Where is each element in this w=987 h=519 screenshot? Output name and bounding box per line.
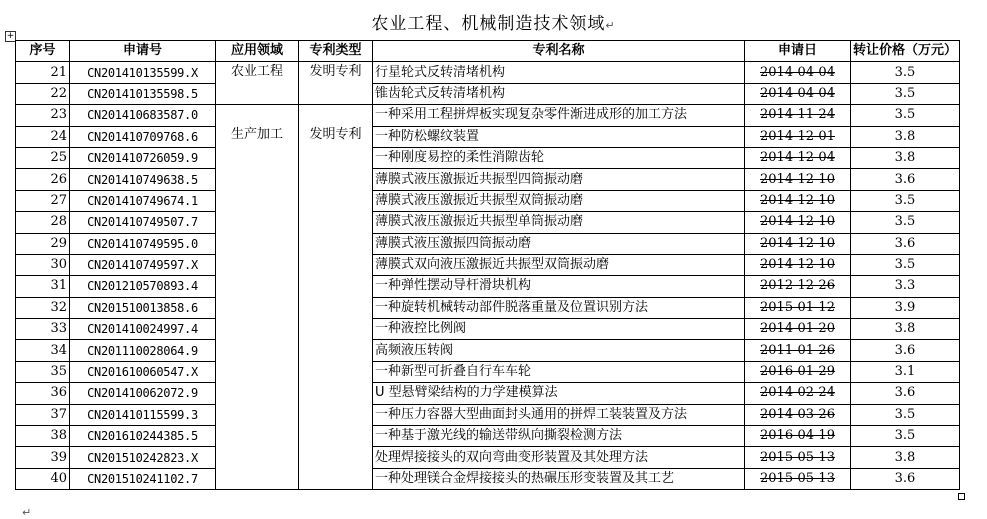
application-number: CN201510242823.X xyxy=(70,447,216,468)
application-date: 2014-12-01 xyxy=(745,126,851,147)
application-date: 2014-03-26 xyxy=(745,404,851,425)
transfer-price: 3.6 xyxy=(851,340,960,361)
header-app-no: 申请号 xyxy=(70,41,216,62)
application-date: 2015-05-13 xyxy=(745,468,851,489)
application-date: 2014-12-10 xyxy=(745,169,851,190)
row-number: 27 xyxy=(16,190,70,211)
row-number: 40 xyxy=(16,468,70,489)
patent-name: 薄膜式液压激振四筒振动磨 xyxy=(373,233,745,254)
table-move-handle-icon[interactable]: + xyxy=(6,31,15,41)
application-number: CN201410749507.7 xyxy=(70,212,216,233)
table-row xyxy=(16,105,960,126)
application-date: 2012-12-26 xyxy=(745,276,851,297)
transfer-price: 3.5 xyxy=(851,83,960,104)
application-number: CN201410024997.4 xyxy=(70,319,216,340)
table-row xyxy=(16,383,960,404)
table-row xyxy=(16,62,960,83)
application-number: CN201410726059.9 xyxy=(70,147,216,168)
row-number: 36 xyxy=(16,383,70,404)
table-row xyxy=(16,147,960,168)
patent-name: 锥齿轮式反转清堵机构 xyxy=(373,83,745,104)
header-field: 应用领域 xyxy=(216,41,299,62)
table-row xyxy=(16,447,960,468)
application-number: CN201610244385.5 xyxy=(70,426,216,447)
application-number: CN201410683587.0 xyxy=(70,105,216,126)
row-number: 28 xyxy=(16,212,70,233)
table-row xyxy=(16,361,960,382)
table-row xyxy=(16,319,960,340)
application-date: 2014-01-20 xyxy=(745,319,851,340)
transfer-price: 3.8 xyxy=(851,447,960,468)
application-number: CN201410062072.9 xyxy=(70,383,216,404)
transfer-price: 3.8 xyxy=(851,319,960,340)
row-number: 32 xyxy=(16,297,70,318)
row-number: 33 xyxy=(16,319,70,340)
application-field: 生产加工 xyxy=(216,105,299,490)
application-number: CN201110028064.9 xyxy=(70,340,216,361)
header-name: 专利名称 xyxy=(373,41,745,62)
application-number: CN201410749674.1 xyxy=(70,190,216,211)
patent-type: 发明专利 xyxy=(299,105,373,490)
patent-name: 一种弹性摆动导杆滑块机构 xyxy=(373,276,745,297)
table-row xyxy=(16,276,960,297)
transfer-price: 3.8 xyxy=(851,147,960,168)
application-number: CN201510241102.7 xyxy=(70,468,216,489)
table-body xyxy=(16,62,960,490)
transfer-price: 3.6 xyxy=(851,233,960,254)
table-row xyxy=(16,340,960,361)
patent-name: 一种采用工程拼焊板实现复杂零件渐进成形的加工方法 xyxy=(373,105,745,126)
transfer-price: 3.8 xyxy=(851,126,960,147)
application-number: CN201410749638.5 xyxy=(70,169,216,190)
row-number: 30 xyxy=(16,254,70,275)
application-number: CN201410749595.0 xyxy=(70,233,216,254)
row-number: 22 xyxy=(16,83,70,104)
header-no: 序号 xyxy=(16,41,70,62)
row-number: 31 xyxy=(16,276,70,297)
patent-table xyxy=(15,40,960,490)
table-row xyxy=(16,468,960,489)
application-number: CN201510013858.6 xyxy=(70,297,216,318)
patent-type: 发明专利 xyxy=(299,62,373,105)
application-number: CN201410115599.3 xyxy=(70,404,216,425)
application-date: 2014-12-10 xyxy=(745,233,851,254)
paragraph-mark: ↵ xyxy=(605,19,616,32)
row-number: 21 xyxy=(16,62,70,83)
transfer-price: 3.6 xyxy=(851,169,960,190)
patent-name: 薄膜式双向液压激振近共振型双筒振动磨 xyxy=(373,254,745,275)
table-header-row xyxy=(16,41,960,62)
transfer-price: 3.5 xyxy=(851,62,960,83)
transfer-price: 3.5 xyxy=(851,212,960,233)
application-date: 2014-11-24 xyxy=(745,105,851,126)
row-number: 35 xyxy=(16,361,70,382)
transfer-price: 3.5 xyxy=(851,254,960,275)
application-date: 2015-05-13 xyxy=(745,447,851,468)
application-number: CN201410749597.X xyxy=(70,254,216,275)
patent-name: 薄膜式液压激振近共振型单筒振动磨 xyxy=(373,212,745,233)
row-number: 39 xyxy=(16,447,70,468)
row-number: 25 xyxy=(16,147,70,168)
header-type: 专利类型 xyxy=(299,41,373,62)
application-date: 2014-02-24 xyxy=(745,383,851,404)
patent-name: 处理焊接接头的双向弯曲变形装置及其处理方法 xyxy=(373,447,745,468)
patent-name: U 型悬臂梁结构的力学建模算法 xyxy=(373,383,745,404)
patent-name: 一种旋转机械转动部件脱落重量及位置识别方法 xyxy=(373,297,745,318)
patent-name: 一种基于激光线的输送带纵向撕裂检测方法 xyxy=(373,426,745,447)
table-row xyxy=(16,126,960,147)
application-number: CN201610060547.X xyxy=(70,361,216,382)
row-number: 38 xyxy=(16,426,70,447)
transfer-price: 3.5 xyxy=(851,404,960,425)
table-resize-handle-icon[interactable] xyxy=(958,493,965,500)
application-date: 2014-04-04 xyxy=(745,83,851,104)
patent-name: 一种防松螺纹装置 xyxy=(373,126,745,147)
document-title xyxy=(0,9,987,34)
patent-name: 一种液控比例阀 xyxy=(373,319,745,340)
table-row xyxy=(16,404,960,425)
header-price: 转让价格（万元） xyxy=(851,41,960,62)
paragraph-mark: ↵ xyxy=(22,506,32,519)
patent-name: 一种处理镁合金焊接接头的热碾压形变装置及其工艺 xyxy=(373,468,745,489)
transfer-price: 3.6 xyxy=(851,468,960,489)
table-row xyxy=(16,83,960,104)
application-date: 2015-01-12 xyxy=(745,297,851,318)
row-number: 29 xyxy=(16,233,70,254)
row-number: 34 xyxy=(16,340,70,361)
row-number: 24 xyxy=(16,126,70,147)
table-row xyxy=(16,254,960,275)
patent-name: 一种新型可折叠自行车车轮 xyxy=(373,361,745,382)
patent-name: 一种刚度易控的柔性消隙齿轮 xyxy=(373,147,745,168)
transfer-price: 3.1 xyxy=(851,361,960,382)
application-date: 2016-01-29 xyxy=(745,361,851,382)
application-field: 农业工程 xyxy=(216,62,299,105)
row-number: 26 xyxy=(16,169,70,190)
transfer-price: 3.9 xyxy=(851,297,960,318)
table-row xyxy=(16,212,960,233)
patent-name: 一种压力容器大型曲面封头通用的拼焊工装装置及方法 xyxy=(373,404,745,425)
row-number: 37 xyxy=(16,404,70,425)
title-text: 农业工程、机械制造技术领域 xyxy=(371,14,606,34)
application-date: 2011-01-26 xyxy=(745,340,851,361)
row-number: 23 xyxy=(16,105,70,126)
application-date: 2014-12-04 xyxy=(745,147,851,168)
table-row xyxy=(16,169,960,190)
table-row xyxy=(16,297,960,318)
application-number: CN201410135599.X xyxy=(70,62,216,83)
patent-name: 高频液压转阀 xyxy=(373,340,745,361)
patent-name: 薄膜式液压激振近共振型双筒振动磨 xyxy=(373,190,745,211)
application-date: 2014-12-10 xyxy=(745,190,851,211)
application-date: 2014-04-04 xyxy=(745,62,851,83)
header-date: 申请日 xyxy=(745,41,851,62)
application-date: 2014-12-10 xyxy=(745,212,851,233)
transfer-price: 3.5 xyxy=(851,105,960,126)
table-row xyxy=(16,426,960,447)
transfer-price: 3.5 xyxy=(851,426,960,447)
application-date: 2016-04-19 xyxy=(745,426,851,447)
patent-name: 行星轮式反转清堵机构 xyxy=(373,62,745,83)
application-number: CN201410709768.6 xyxy=(70,126,216,147)
application-number: CN201410135598.5 xyxy=(70,83,216,104)
transfer-price: 3.6 xyxy=(851,383,960,404)
transfer-price: 3.5 xyxy=(851,190,960,211)
table-row xyxy=(16,233,960,254)
patent-name: 薄膜式液压激振近共振型四筒振动磨 xyxy=(373,169,745,190)
transfer-price: 3.3 xyxy=(851,276,960,297)
application-number: CN201210570893.4 xyxy=(70,276,216,297)
application-date: 2014-12-10 xyxy=(745,254,851,275)
table-row xyxy=(16,190,960,211)
